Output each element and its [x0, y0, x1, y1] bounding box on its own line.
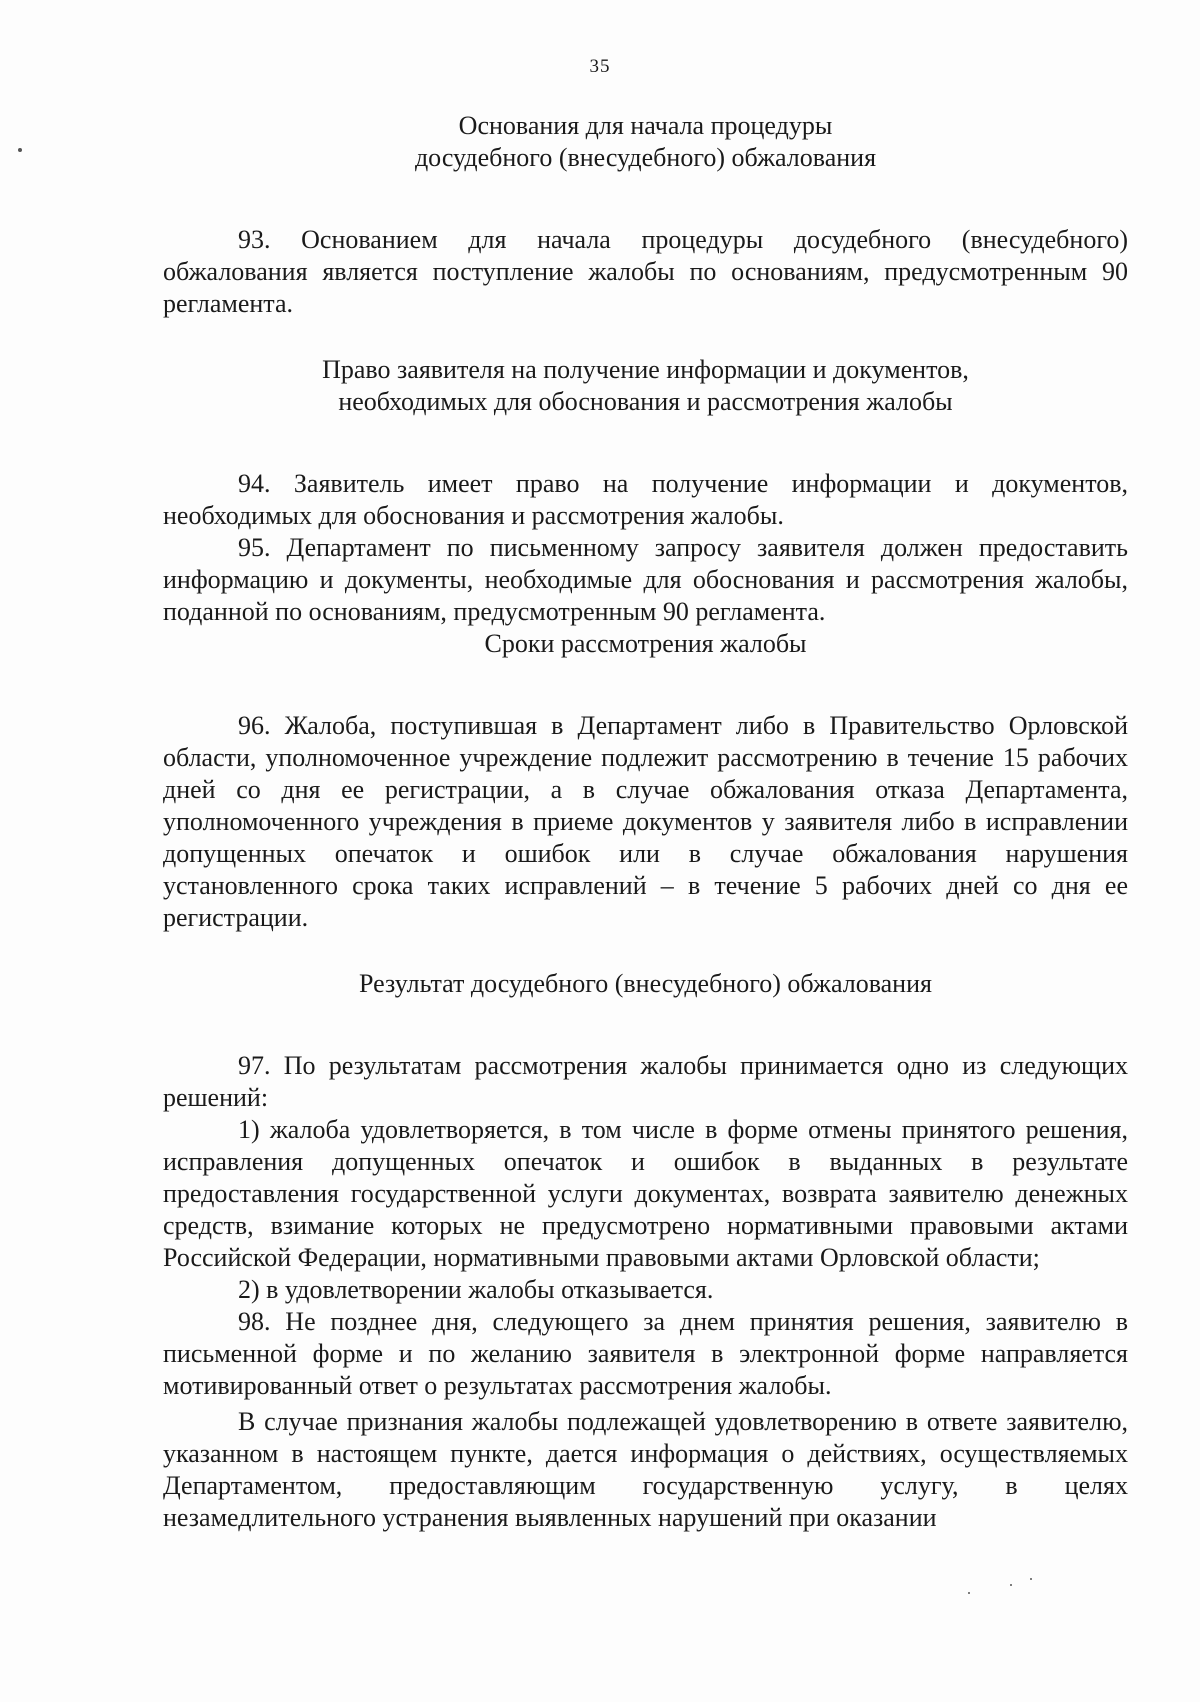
page-content — [163, 110, 1128, 1534]
paragraph-97: 97. По результатам рассмотрения жалобы принимается одно из следующих решений: — [163, 1051, 1128, 1112]
list-item-97-2: 2) в удовлетворении жалобы отказывается. — [238, 1275, 714, 1304]
paragraph-95: 95. Департамент по письменному запросу заявителя должен предоставить информацию и документы, необходимые для обоснования и рассмотрения жалобы, поданной по основаниям, предусмотренным 90 регламента. — [163, 533, 1128, 626]
paragraph-98: 98. Не позднее дня, следующего за днем принятия решения, заявителю в письменной форме и по желанию заявителя в электронной форме направляется мотивированный ответ о результатах рассмотрения жалобы. — [163, 1307, 1128, 1400]
section-heading-grounds-line-2: досудебного (внесудебного) обжалования — [414, 143, 877, 172]
scan-speck — [968, 1592, 970, 1594]
section-heading-right-line-2: необходимых для обоснования и рассмотрения жалобы — [338, 387, 953, 416]
paragraph-94: 94. Заявитель имеет право на получение информации и документов, необходимых для обоснования и рассмотрения жалобы. — [163, 469, 1128, 530]
section-heading-terms: Сроки рассмотрения жалобы — [484, 629, 807, 658]
section-heading-right-line-1: Право заявителя на получение информации и документов, — [322, 355, 969, 384]
list-item-97-1: 1) жалоба удовлетворяется, в том числе в форме отмены принятого решения, исправления допущенных опечаток и ошибок в выданных в результате предоставления государственной услуги документах, возврата заявителю денежных средств, взимание которых не предусмотрено нормативными правовыми актами Российской Федерации, нормативными правовыми актами Орловской области; — [163, 1115, 1128, 1272]
section-heading-grounds-line-1: Основания для начала процедуры — [458, 111, 833, 140]
page-number: 35 — [589, 56, 611, 77]
scan-speck — [1030, 1578, 1032, 1580]
scan-speck — [18, 148, 22, 152]
section-heading-result: Результат досудебного (внесудебного) обжалования — [359, 969, 932, 998]
paragraph-96: 96. Жалоба, поступившая в Департамент либо в Правительство Орловской области, уполномоченное учреждение подлежит рассмотрению в течение 15 рабочих дней со дня ее регистрации, а в случае обжалования отказа Департамента, уполномоченного учреждения в приеме документов у заявителя либо в исправлении допущенных опечаток и ошибок или в случае обжалования нарушения установленного срока таких исправлений – в течение 5 рабочих дней со дня ее регистрации. — [163, 711, 1128, 932]
paragraph-98-continuation: В случае признания жалобы подлежащей удовлетворению в ответе заявителю, указанном в настоящем пункте, дается информация о действиях, осуществляемых Департаментом, предоставляющим государственную услугу, в целях незамедлительного устранения выявленных нарушений при оказании — [163, 1407, 1128, 1532]
scan-speck — [1010, 1584, 1012, 1586]
paragraph-93: 93. Основанием для начала процедуры досудебного (внесудебного) обжалования является поступление жалобы по основаниям, предусмотренным 90 регламента. — [163, 225, 1128, 318]
